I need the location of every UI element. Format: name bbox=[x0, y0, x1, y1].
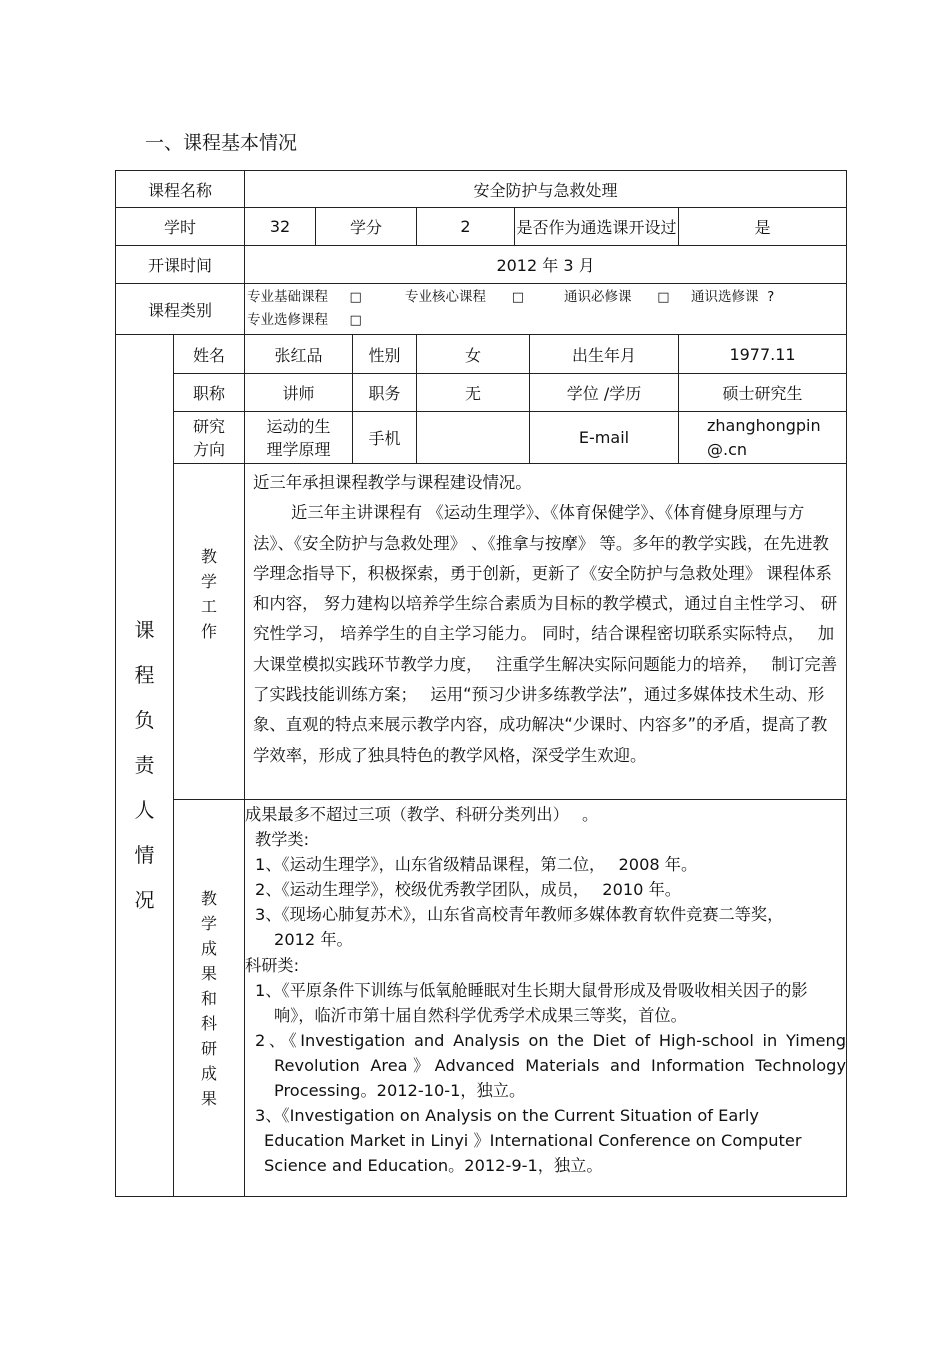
row-start-time bbox=[116, 246, 847, 284]
row-course-name bbox=[116, 171, 847, 208]
row-owner-research bbox=[116, 412, 847, 464]
title-label: 职称 bbox=[174, 374, 245, 412]
credit-label: 学分 bbox=[316, 208, 417, 246]
checkbox-icon[interactable]: ? bbox=[767, 289, 775, 305]
category-option[interactable]: 专业选修课程 □ bbox=[247, 312, 362, 328]
research-label: 研究 方向 bbox=[174, 412, 245, 464]
category-options bbox=[245, 284, 847, 335]
gender-value: 女 bbox=[417, 335, 530, 374]
teaching-achievements-heading: 教学类: bbox=[255, 830, 310, 850]
teaching-intro: 近三年承担课程教学与课程建设情况。 bbox=[253, 473, 532, 492]
start-time-value: 2012 年 3 月 bbox=[245, 246, 847, 284]
row-achievements bbox=[116, 800, 847, 1197]
list-item: 1、《平原条件下训练与低氧舱睡眠对生长期大鼠骨形成及骨吸收相关因子的影响》，临沂市第十届自然科学优秀学术成果三等奖，首位。 bbox=[255, 980, 808, 1025]
degree-label: 学位 /学历 bbox=[530, 374, 679, 412]
start-time-label: 开课时间 bbox=[116, 246, 245, 284]
elective-value: 是 bbox=[679, 208, 847, 246]
post-label: 职务 bbox=[353, 374, 417, 412]
list-item: 3、《现场心肺复苏术》，山东省高校青年教师多媒体教育软件竞赛二等奖，2012 年。 bbox=[255, 905, 784, 950]
row-category bbox=[116, 284, 847, 335]
gender-label: 性别 bbox=[353, 335, 417, 374]
course-name-value: 安全防护与急救处理 bbox=[245, 171, 847, 208]
credit-value: 2 bbox=[417, 208, 515, 246]
row-owner-title bbox=[116, 374, 847, 412]
category-label: 课程类别 bbox=[116, 284, 245, 335]
owner-section-text: 课程负责人情况 bbox=[134, 618, 155, 913]
category-option[interactable]: 通识选修课 ? bbox=[691, 289, 775, 305]
checkbox-icon[interactable]: □ bbox=[657, 290, 670, 305]
achievements-label: 教学成果和科研成果 bbox=[174, 800, 245, 1197]
achievements-note: 成果最多不超过三项（教学、科研分类列出） 。 bbox=[245, 805, 599, 824]
checkbox-icon[interactable]: □ bbox=[349, 290, 362, 305]
phone-value bbox=[417, 412, 530, 464]
degree-value: 硕士研究生 bbox=[679, 374, 847, 412]
row-owner-name bbox=[116, 335, 847, 374]
checkbox-icon[interactable]: □ bbox=[511, 290, 525, 305]
section-title: 一、课程基本情况 bbox=[145, 132, 298, 154]
hours-value: 32 bbox=[245, 208, 316, 246]
teaching-work-content bbox=[245, 464, 847, 800]
email-label: E-mail bbox=[530, 412, 679, 464]
phone-label: 手机 bbox=[353, 412, 417, 464]
row-hours bbox=[116, 208, 847, 246]
elective-label: 是否作为通选课开设过 bbox=[515, 208, 679, 246]
hours-label: 学时 bbox=[116, 208, 245, 246]
course-name-label: 课程名称 bbox=[116, 171, 245, 208]
achievements-content bbox=[245, 800, 847, 1197]
teaching-body: 近三年主讲课程有 《运动生理学》、《体育保健学》、《体育健身原理与方法》、《安全防护与急救处理》 、《推拿与按摩》 等。多年的教学实践，在先进教学理念指导下，积极探索，勇于创新，更新了《安全防护与急救处理》 课程体系和内容， 努力建构以培养学生综合素质为目标的教学模式，通过自主性学习、 研究性学习， 培养学生的自主学习能力。 同时，结合课程密切联系实际特点， 加大课堂模拟实践环节教学力度， 注重学生解决实际问题能力的培养， 制订完善了实践技能训练方案； 运用“预习少讲多练教学法”，通过多媒体技术生动、形象、直观的特点来展示教学内容，成功解决“少课时、内容多”的矛盾，提高了教学效率，形成了独具特色的教学风格，深受学生欢迎。 bbox=[253, 503, 838, 765]
email-value: zhanghongpin @.cn bbox=[679, 412, 847, 464]
list-item: 2、《Investigation and Analysis on the Diet of High-school in Yimeng Revolution Area》Advanced Materials and Information Technology Processing。2012-10-1，独立。 bbox=[255, 1030, 847, 1101]
category-option[interactable]: 专业基础课程 □ bbox=[247, 289, 362, 305]
post-value: 无 bbox=[417, 374, 530, 412]
owner-name-label: 姓名 bbox=[174, 335, 245, 374]
category-option[interactable]: 专业核心课程 □ bbox=[405, 289, 525, 305]
owner-section-label bbox=[116, 335, 174, 1197]
research-value: 运动的生 理学原理 bbox=[245, 412, 353, 464]
title-value: 讲师 bbox=[245, 374, 353, 412]
birth-label: 出生年月 bbox=[530, 335, 679, 374]
birth-value: 1977.11 bbox=[679, 335, 847, 374]
category-option[interactable]: 通识必修课 □ bbox=[564, 289, 670, 305]
checkbox-icon[interactable]: □ bbox=[349, 313, 362, 328]
research-achievements-heading: 科研类: bbox=[245, 955, 300, 975]
list-item: 3、《Investigation on Analysis on the Current Situation of Early Education Market in Linyi 》International Conference on Computer Science and Education。2012-9-1，独立。 bbox=[255, 1106, 802, 1176]
row-teaching-work bbox=[116, 464, 847, 800]
list-item: 1、《运动生理学》，山东省级精品课程，第二位， 2008 年。 bbox=[255, 855, 698, 875]
owner-name-value: 张红品 bbox=[245, 335, 353, 374]
teaching-work-label: 教学工作 bbox=[174, 464, 245, 800]
course-info-table bbox=[115, 170, 847, 1197]
list-item: 2、《运动生理学》，校级优秀教学团队，成员， 2010 年。 bbox=[255, 880, 681, 900]
